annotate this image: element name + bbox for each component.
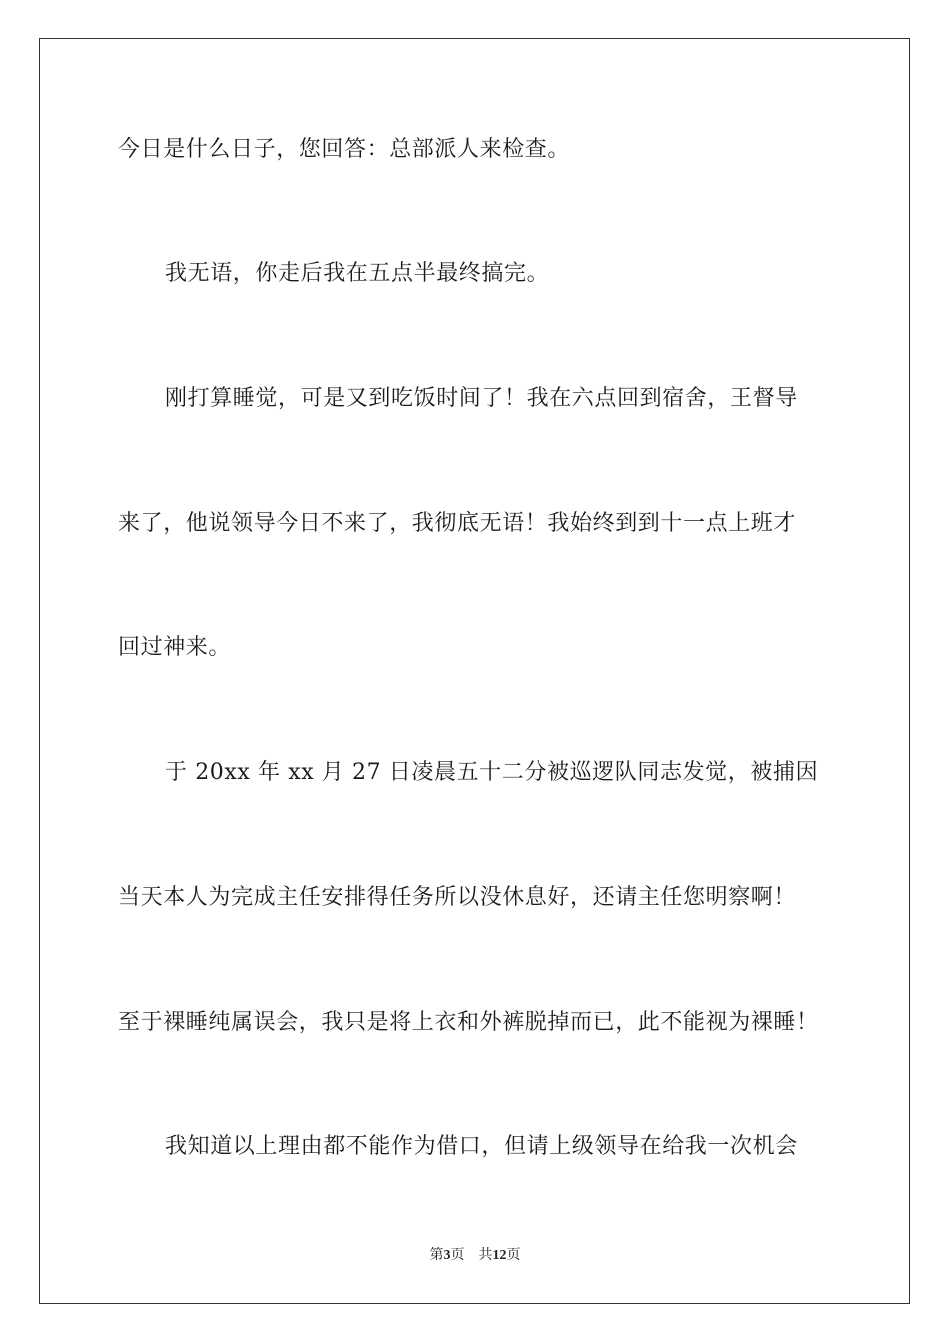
page-border xyxy=(39,38,910,1304)
body-line-6: 于 20xx 年 xx 月 27 日凌晨五十二分被巡逻队同志发觉，被捕因 xyxy=(165,760,819,785)
footer-total-suffix: 页 xyxy=(506,1248,521,1263)
body-line-2: 我无语，你走后我在五点半最终搞完。 xyxy=(165,261,550,286)
body-line-9: 我知道以上理由都不能作为借口，但请上级领导在给我一次机会 xyxy=(165,1134,798,1159)
footer-page-prefix: 第 xyxy=(429,1248,444,1263)
body-line-1: 今日是什么日子，您回答：总部派人来检查。 xyxy=(118,137,571,162)
body-line-7: 当天本人为完成主任安排得任务所以没休息好，还请主任您明察啊！ xyxy=(118,885,797,910)
body-line-8: 至于裸睡纯属误会，我只是将上衣和外裤脱掉而已，此不能视为裸睡！ xyxy=(118,1010,819,1035)
footer-total-prefix: 共 xyxy=(478,1248,493,1263)
footer-total-pages: 12 xyxy=(492,1248,507,1263)
body-line-5: 回过神来。 xyxy=(118,635,232,660)
footer-page-number: 3 xyxy=(443,1248,451,1263)
body-line-4: 来了，他说领导今日不来了，我彻底无语！我始终到到十一点上班才 xyxy=(118,511,797,536)
footer-page-suffix: 页 xyxy=(450,1248,465,1263)
body-line-3: 刚打算睡觉，可是又到吃饭时间了！我在六点回到宿舍，王督导 xyxy=(165,386,798,411)
page-footer xyxy=(0,1246,950,1266)
